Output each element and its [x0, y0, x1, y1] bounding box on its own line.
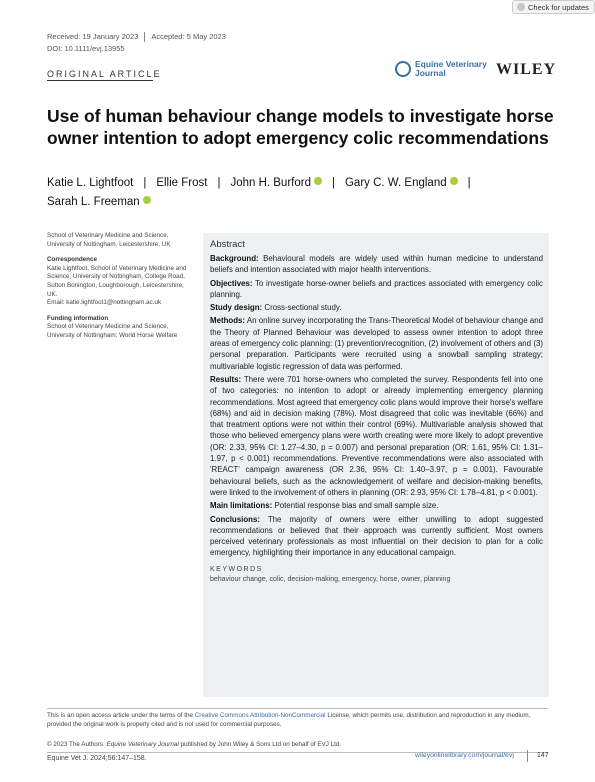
abstract-limitations	[210, 500, 543, 511]
affiliation: School of Veterinary Medicine and Science, University of Nottingham, Leicestershire, UK	[47, 232, 171, 248]
correspondence-email	[47, 299, 192, 308]
publisher-logo[interactable]: WILEY	[496, 61, 557, 78]
copyright-journal: Equine Veterinary Journal	[106, 741, 179, 748]
section-text: To investigate horse-owner beliefs and practices associated with emergency colic planning.	[210, 278, 543, 299]
author-separator: |	[331, 177, 335, 189]
abstract-design	[210, 302, 543, 313]
abstract-objectives	[210, 278, 543, 301]
section-text: Cross-sectional study.	[262, 303, 342, 313]
copyright-note	[47, 741, 548, 748]
author-name: Ellie Frost	[156, 177, 208, 189]
journal-logo[interactable]	[395, 60, 487, 78]
article-type: ORIGINAL ARTICLE	[47, 69, 162, 79]
copyright-text: published by John Wiley & Sons Ltd on behalf of EVJ Ltd.	[178, 741, 342, 748]
doi: DOI: 10.1111/evj.13955	[47, 44, 125, 53]
section-label: Conclusions:	[210, 514, 260, 524]
section-text: There were 701 horse-owners who completed the survey. Respondents fell into one of two categories: no intention to adopt or already implementing emergency planning recommendations. Most agreed that emergency colic plans would improve their horse's welfare (68%) and aid in decision making (78%). Most disagreed that colic was inevitable (66%) and that treatment options were not within their control (69%). Multivariable analysis showed that those who believed emergency plans were worth creating were more likely to adopt preventive (OR: 2.33, 95% CI: 1.27–4.30, p = 0.007) and personal preparation (OR: 1.61, 95% CI: 1.31–1.97, p < 0.001) recommendations. Preventive recommendations were also associated with 'REACT' campaign awareness (OR 2.36, 95% CI: 1.40–3.97, p = 0.001). Favourable behavioural beliefs, such as the acknowledgement of welfare and decision-making benefits, were linked to the involvement of others in planning (OR: 2.93, 95% CI: 1.78–4.81, p < 0.001).	[210, 374, 543, 497]
section-text: An online survey incorporating the Trans-Theoretical Model of behaviour change and the Theory of Planned Behaviour was developed to assess owner intention to adopt three areas of emergency colic planning: (1) prevention/recognition, (2) involvement of others and (3) personal preparation. Participants were recruited using a snowball sampling strategy; multivariable logistic regression of data was performed.	[210, 316, 543, 371]
license-text: This is an open access article under the terms of the	[47, 712, 195, 719]
section-label: Background:	[210, 254, 259, 263]
correspondence-text: Katie Lightfoot, School of Veterinary Medicine and Science, University of Nottingham, College Road, Sutton Bonington, Loughborough, Leicestershire, UK.	[47, 264, 187, 298]
section-label: Results:	[210, 374, 242, 384]
article-title: Use of human behaviour change models to investigate horse owner intention to adopt emergency colic recommendations	[47, 106, 554, 148]
received-date: Received: 19 January 2023	[47, 32, 139, 41]
author-list	[47, 174, 557, 212]
author-name: Sarah L. Freeman	[47, 196, 140, 208]
keywords-heading: KEYWORDS	[210, 565, 263, 573]
check-for-updates-badge[interactable]	[512, 0, 595, 14]
correspondence-heading: Correspondence	[47, 256, 98, 264]
check-updates-icon	[517, 3, 525, 11]
journal-logo-line2: Journal	[415, 68, 446, 78]
date-divider	[144, 32, 145, 42]
abstract-background	[210, 253, 543, 276]
abstract-conclusions	[210, 514, 543, 559]
author-separator: |	[467, 177, 471, 189]
article-info-column	[47, 232, 192, 341]
abstract-methods	[210, 315, 543, 371]
section-label: Objectives:	[210, 278, 253, 288]
section-text: The majority of owners were either unwilling to adopt suggested recommendations or believed that their approach was currently sufficient. Most owners perceived veterinary professionals as most influential on their decision to plan for a colic emergency, highlighting their importance in any educational campaign.	[210, 514, 543, 558]
journal-citation: Equine Vet J. 2024;56:147–158.	[47, 755, 147, 762]
section-text: Behavioural models are widely used within human medicine to understand beliefs and intention associated with major health interventions.	[210, 254, 543, 275]
author-name: Katie L. Lightfoot	[47, 177, 134, 189]
page-number: 147	[537, 752, 549, 759]
footer-divider	[47, 708, 548, 709]
funding-heading: Funding information	[47, 314, 109, 322]
page-divider	[527, 750, 528, 762]
section-label: Methods:	[210, 316, 246, 326]
section-text: Potential response bias and small sample size.	[272, 501, 439, 511]
license-link[interactable]: Creative Commons Attribution-NonCommercial	[194, 712, 326, 719]
abstract-results	[210, 374, 543, 498]
license-text: License, which permits use, distribution and reproduction in any medium, provided the original work is properly cited and is not used for commercial purposes.	[47, 712, 531, 728]
accepted-date: Accepted: 5 May 2023	[151, 32, 226, 41]
funding-text: School of Veterinary Medicine and Science, University of Nottingham; World Horse Welfare	[47, 323, 178, 339]
license-note	[47, 712, 548, 729]
section-label: Main limitations:	[210, 501, 273, 511]
author-separator: |	[143, 177, 147, 189]
email-link[interactable]: katie.lightfoot1@nottingham.ac.uk	[66, 299, 162, 307]
journal-url[interactable]: wileyonlinelibrary.com/journal/evj	[415, 752, 514, 759]
email-label: Email:	[47, 299, 67, 307]
section-label: Study design:	[210, 303, 263, 313]
keywords: behaviour change, colic, decision-making, emergency, horse, owner, planning	[210, 575, 451, 583]
orcid-icon[interactable]	[450, 177, 458, 185]
orcid-icon[interactable]	[314, 177, 322, 185]
abstract-heading: Abstract	[210, 239, 245, 250]
orcid-icon[interactable]	[143, 196, 151, 204]
article-type-underline	[47, 80, 153, 81]
journal-logo-line1: Equine Veterinary	[415, 59, 487, 69]
check-updates-label: Check for updates	[528, 2, 589, 12]
author-name: John H. Burford	[230, 177, 311, 189]
article-dates	[47, 32, 226, 42]
evj-logo-icon	[395, 61, 411, 77]
copyright-text: © 2023 The Authors.	[47, 741, 107, 748]
abstract-box	[203, 233, 549, 697]
author-name: Gary C. W. England	[344, 177, 447, 189]
author-separator: |	[217, 177, 221, 189]
